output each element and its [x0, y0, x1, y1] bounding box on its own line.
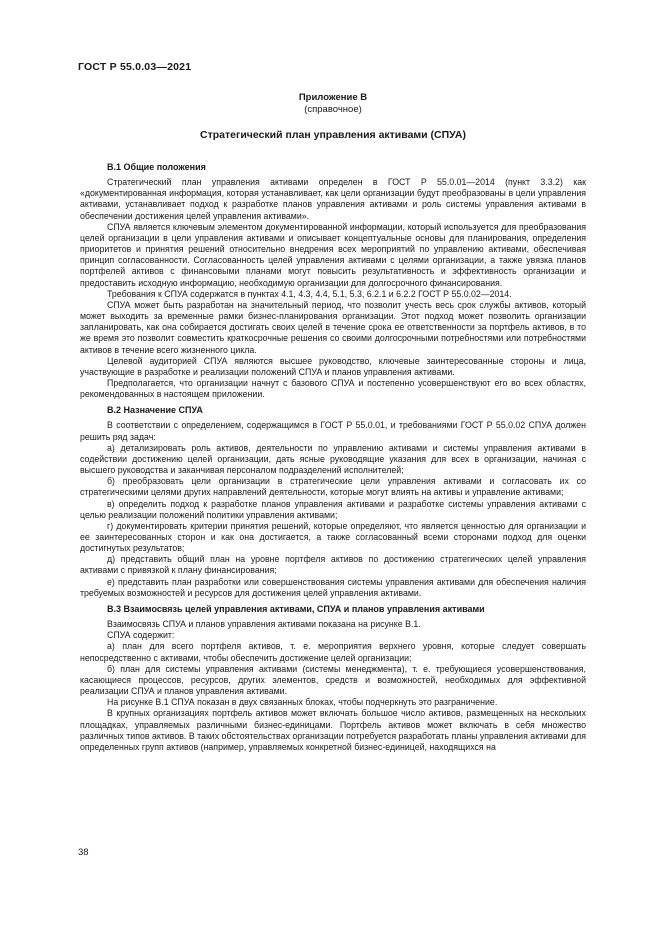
document-header: ГОСТ Р 55.0.03—2021: [78, 61, 192, 73]
list-item: д) представить общий план на уровне портфеля активов по достижению стратегических целей управления активами с привязкой к плану финансирования;: [80, 554, 586, 576]
list-item: б) преобразовать цели организации в стратегические цели управления активами и согласовать их со стратегическими целями других направлений деятельности, которые могут влиять на активы и управление активами;: [80, 476, 586, 498]
paragraph: СПУА может быть разработан на значительный период, что позволит учесть весь срок службы активов, который может выходить за временные рамки бизнес-планирования организации. Этот подход может позволить организации запланировать, как она собирается достигать своих целей в течение срока ее ответственности за портфель активов, в то же время это позволит совместить краткосрочные решения со своими долгосрочными потребностями или потребностями активов в течение всего жизненного цикла.: [80, 299, 586, 355]
paragraph: Предполагается, что организации начнут с базового СПУА и постепенно усовершенствуют его во всех областях, рекомендованных в настоящем приложении.: [80, 377, 586, 400]
paragraph: СПУА является ключевым элементом документированной информации, который используется для преобразования целей организации в цели управления активами и описывает концептуальные основы для планирования, определения приоритетов и принятия решений относительно внедрения всех мероприятий по управлению активами, обеспечивая принцип согласованности. Согласованность целей управления активами с целями организации, а также увязка планов портфелей активов с финансовыми планами могут повысить результативность и эффективность организации и предоставить исходную информацию, необходимую организации для долгосрочного финансирования.: [80, 221, 586, 288]
annex-title: Приложение В: [298, 92, 368, 103]
section-general: [80, 162, 586, 400]
section-heading: В.2 Назначение СПУА: [107, 405, 203, 416]
page-number: 38: [78, 847, 89, 858]
section-heading: В.3 Взаимосвязь целей управления активами, СПУА и планов управления активами: [107, 603, 485, 614]
list-item: а) детализировать роль активов, деятельности по управлению активами и системы управления активами в содействии достижению целей организации, дать ясные руководящие указания для всех в организации, начиная с высшего руководства и заканчивая персоналом подразделений исполнителей;: [80, 442, 586, 476]
paragraph: Взаимосвязь СПУА и планов управления активами показана на рисунке В.1.: [107, 619, 421, 630]
list-item: г) документировать критерии принятия решений, которые определяют, что является ценностью для организации и ее заинтересованных сторон и как она достигается, а также согласованный всеми сторонами подход для оценки достигнутых результатов;: [80, 520, 586, 554]
list-item: б) план для системы управления активами (системы менеджмента), т. е. требующиеся усовершенствования, касающиеся процессов, ресурсов, других элементов, средств и возможностей, необходимых для эффективной реализации СПУА и планов управления активами.: [80, 663, 586, 697]
section-heading: В.1 Общие положения: [107, 162, 206, 172]
paragraph: СПУА содержит:: [107, 630, 175, 641]
paragraph: В соответствии с определением, содержащимся в ГОСТ Р 55.0.01, и требованиями ГОСТ Р 55.0.02 СПУА должен решить ряд задач:: [80, 420, 586, 442]
list-item: а) план для всего портфеля активов, т. е. мероприятия верхнего уровня, которые следует совершать непосредственно с активами, чтобы обеспечить достижение целей организации;: [80, 641, 586, 663]
annex-heading: Стратегический план управления активами (СПУА): [199, 129, 467, 141]
paragraph: На рисунке В.1 СПУА показан в двух связанных блоках, чтобы подчеркнуть это разграничение.: [107, 697, 498, 708]
paragraph: Требования к СПУА содержатся в пунктах 4.1, 4.3, 4.4, 5.1, 5.3, 6.2.1 и 6.2.2 ГОСТ Р 55.0.02—2014.: [107, 288, 512, 299]
paragraph: Целевой аудиторией СПУА являются высшее руководство, ключевые заинтересованные стороны и лица, участвующие в разработке и реализации положений СПУА и планов управления активами.: [80, 355, 586, 377]
body-text: [80, 162, 586, 753]
list-item: е) представить план разработки или совершенствования системы управления активами для обеспечения наличия требуемых возможностей и ресурсов для достижения целей управления активами.: [80, 576, 586, 598]
list-item: в) определить подход к разработке планов управления активами и разработке системы управления активами с целью реализации положений политики управления активами;: [80, 498, 586, 520]
paragraph: Стратегический план управления активами определен в ГОСТ Р 55.0.01—2014 (пункт 3.3.2) как «документированная информация, которая устанавливает, как цели организации будут преобразованы в цели управления активами, устанавливает подход к разработке планов управления активами и роль системы управления активами в обеспечении достижения целей управления активами».: [80, 177, 586, 221]
annex-type: (справочное): [304, 104, 362, 115]
section-relationship: [80, 604, 586, 753]
paragraph: В крупных организациях портфель активов может включать большое число активов, размещенных на нескольких площадках, управляемых различными бизнес-единицами. Портфель активов может включать в себя множество различных типов активов. В таких обстоятельствах организации потребуется разработать планы управления активами для определенных групп активов (например, управляемых конкретной бизнес-единицей, находящихся на: [80, 708, 586, 752]
section-purpose: [80, 405, 586, 599]
